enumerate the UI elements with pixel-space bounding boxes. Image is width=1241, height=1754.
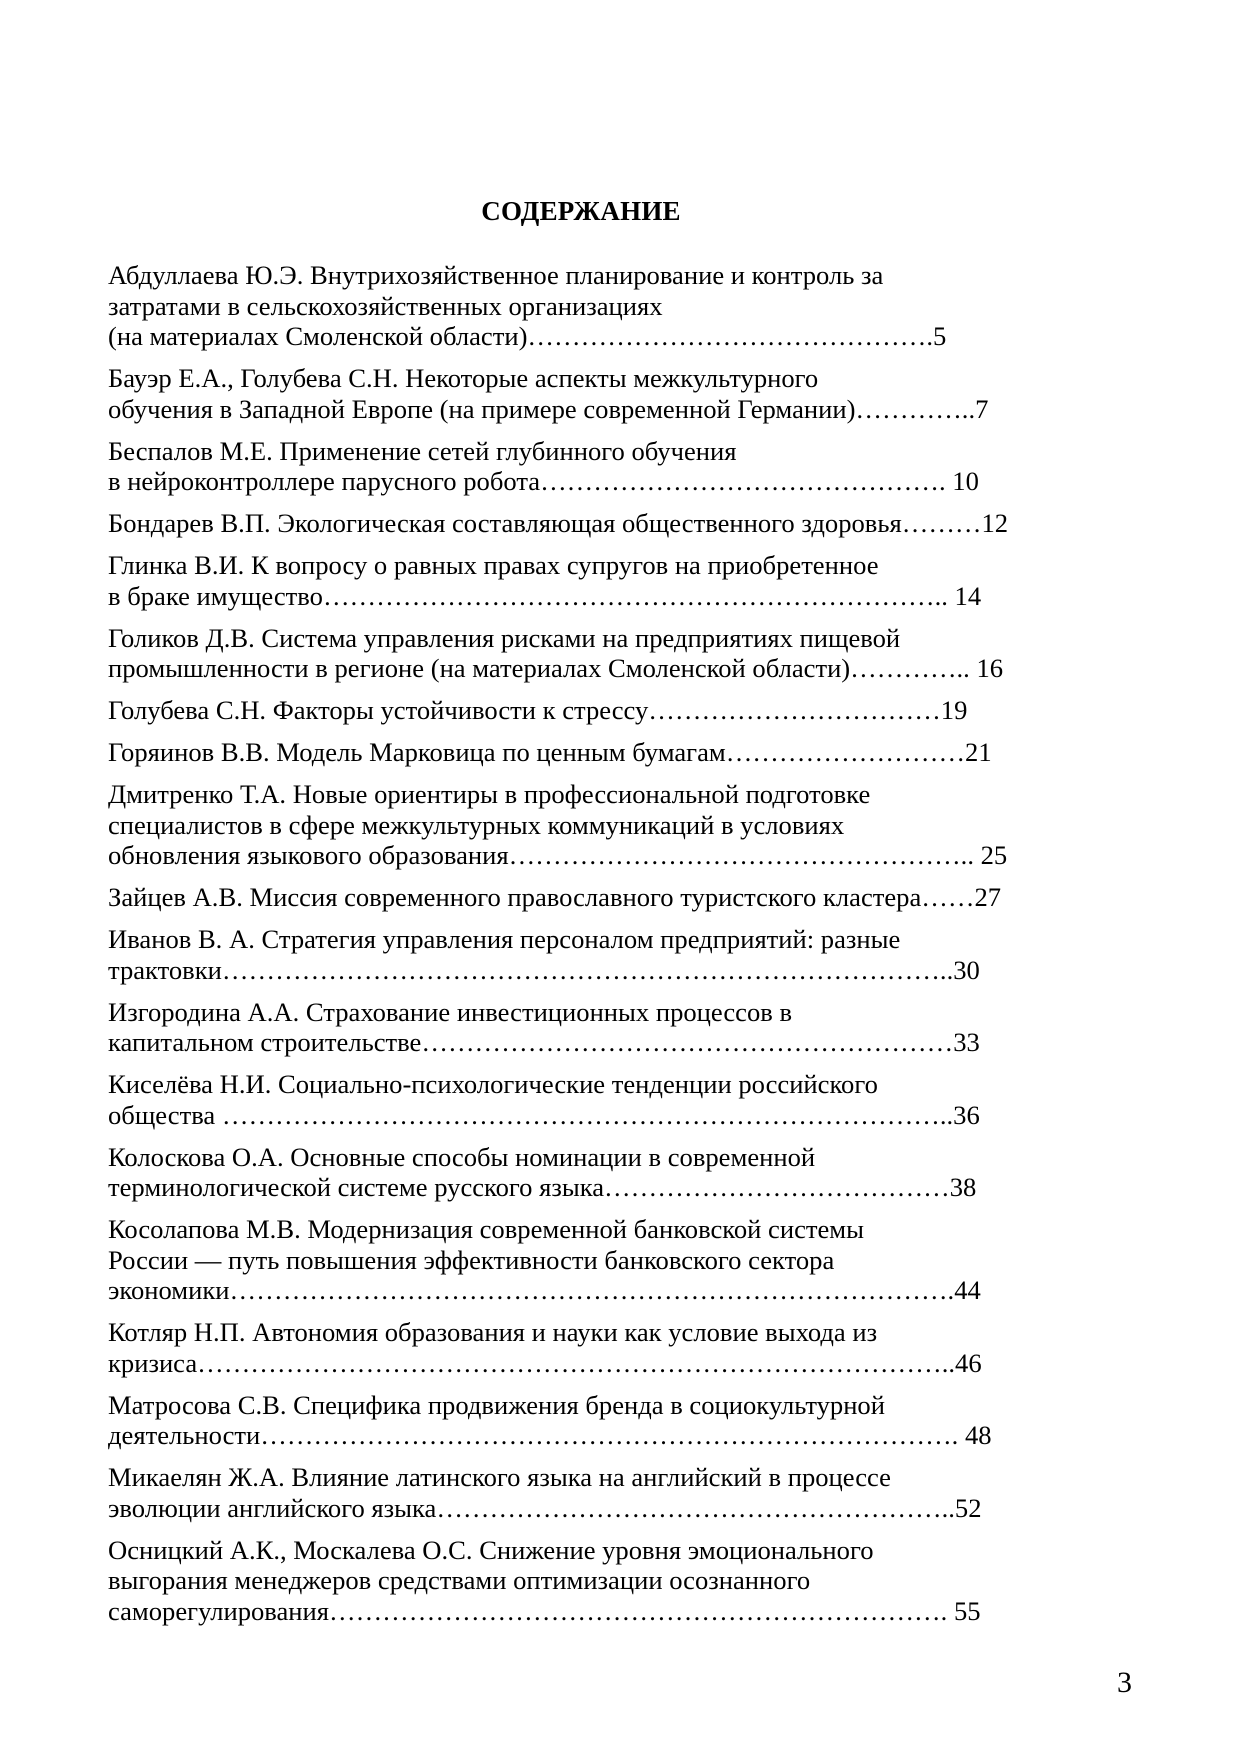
toc-entry-line: капитальном строительстве……………………………………………………33 (108, 1027, 980, 1057)
toc-entry-line: Иванов В. А. Стратегия управления персоналом предприятий: разные (108, 924, 901, 954)
toc-entry-line: России — путь повышения эффективности банковского сектора (108, 1244, 835, 1275)
toc-entry (108, 695, 1108, 726)
toc-entry (108, 882, 1108, 913)
toc-entry-line: Зайцев А.В. Миссия современного православного туристского кластера……27 (108, 882, 1002, 912)
toc-entry-line: Абдуллаева Ю.Э. Внутрихозяйственное планирование и контроль за (108, 260, 884, 290)
toc-entry-line: Осницкий А.К., Москалева О.С. Снижение уровня эмоционального (108, 1534, 874, 1565)
toc-entry-line: саморегулирования……………………………………………………………. 55 (108, 1595, 981, 1626)
toc-entry-line: эволюции английского языка…………………………………………………..52 (108, 1492, 982, 1523)
toc-entry-line: промышленности в регионе (на материалах Смоленской области)………….. 16 (108, 653, 1004, 683)
toc-entry-line: обучения в Западной Европе (на примере современной Германии)…………..7 (108, 393, 989, 424)
toc-entry-line: Беспалов М.Е. Применение сетей глубинного обучения (108, 435, 737, 466)
toc-entry-line: Бондарев В.П. Экологическая составляющая общественного здоровья………12 (108, 508, 1009, 538)
toc-entry (108, 1069, 1108, 1130)
toc-entry-line: Изгородина А.А. Страхование инвестиционных процессов в (108, 996, 793, 1027)
toc-entry-line: общества ………………………………………………………………………..36 (108, 1099, 980, 1130)
toc-entry-line: деятельности……………………………………………………………………. 48 (108, 1420, 992, 1450)
table-of-contents (108, 260, 1108, 1638)
toc-entry-line: Горяинов В.В. Модель Марковица по ценным бумагам………………………21 (108, 737, 992, 767)
toc-entry-line: Бауэр Е.А., Голубева С.Н. Некоторые аспекты межкультурного (108, 363, 819, 393)
toc-entry-line: Дмитренко Т.А. Новые ориентиры в профессиональной подготовке (108, 779, 871, 809)
toc-entry (108, 1390, 1108, 1451)
page-title: СОДЕРЖАНИЕ (481, 196, 681, 226)
toc-entry-line: кризиса…………………………………………………………………………..46 (108, 1347, 982, 1378)
toc-entry (108, 436, 1108, 497)
toc-entry-line: затратами в сельскохозяйственных организациях (108, 290, 663, 321)
toc-entry-line: Косолапова М.В. Модернизация современной банковской системы (108, 1214, 864, 1244)
toc-entry (108, 1214, 1108, 1306)
toc-entry-line: (на материалах Смоленской области)……………………………………….5 (108, 321, 947, 351)
toc-entry-line: Голубева С.Н. Факторы устойчивости к стрессу……………………………19 (108, 695, 968, 725)
toc-entry (108, 550, 1108, 611)
toc-entry (108, 737, 1108, 768)
toc-entry-line: Котляр Н.П. Автономия образования и науки как условие выхода из (108, 1317, 878, 1347)
toc-entry (108, 1535, 1108, 1627)
toc-entry (108, 1142, 1108, 1203)
toc-entry (108, 997, 1108, 1058)
toc-entry-line: Матросова С.В. Специфика продвижения бренда в социокультурной (108, 1389, 885, 1420)
toc-entry (108, 508, 1108, 539)
toc-entry (108, 363, 1108, 424)
toc-entry-line: обновления языкового образования…………………………………………….. 25 (108, 840, 1008, 870)
toc-entry-line: Глинка В.И. К вопросу о равных правах супругов на приобретенное (108, 550, 879, 580)
toc-entry-line: Голиков Д.В. Система управления рисками на предприятиях пищевой (108, 622, 901, 653)
toc-entry-line: выгорания менеджеров средствами оптимизации осознанного (108, 1565, 811, 1595)
toc-entry-line: терминологической системе русского языка…………………………………38 (108, 1172, 977, 1202)
toc-entry (108, 1317, 1108, 1378)
toc-entry (108, 623, 1108, 684)
toc-entry-line: трактовки………………………………………………………………………..30 (108, 954, 980, 985)
toc-entry (108, 1462, 1108, 1523)
toc-entry-line: в браке имущество…………………………………………………………….. 14 (108, 580, 982, 611)
toc-entry-line: в нейроконтроллере парусного робота………………………………………. 10 (108, 466, 979, 496)
toc-entry-line: Микаелян Ж.А. Влияние латинского языка на английский в процессе (108, 1462, 891, 1492)
page-number: 3 (1117, 1666, 1132, 1699)
toc-entry-line: Киселёва Н.И. Социально-психологические тенденции российского (108, 1069, 878, 1099)
toc-entry-line: Колоскова О.А. Основные способы номинации в современной (108, 1141, 816, 1172)
toc-entry (108, 779, 1108, 871)
toc-entry-line: экономики……………………………………………………………………….44 (108, 1275, 981, 1305)
toc-entry (108, 924, 1108, 985)
toc-entry-line: специалистов в сфере межкультурных коммуникаций в условиях (108, 809, 845, 840)
toc-entry (108, 260, 1108, 352)
